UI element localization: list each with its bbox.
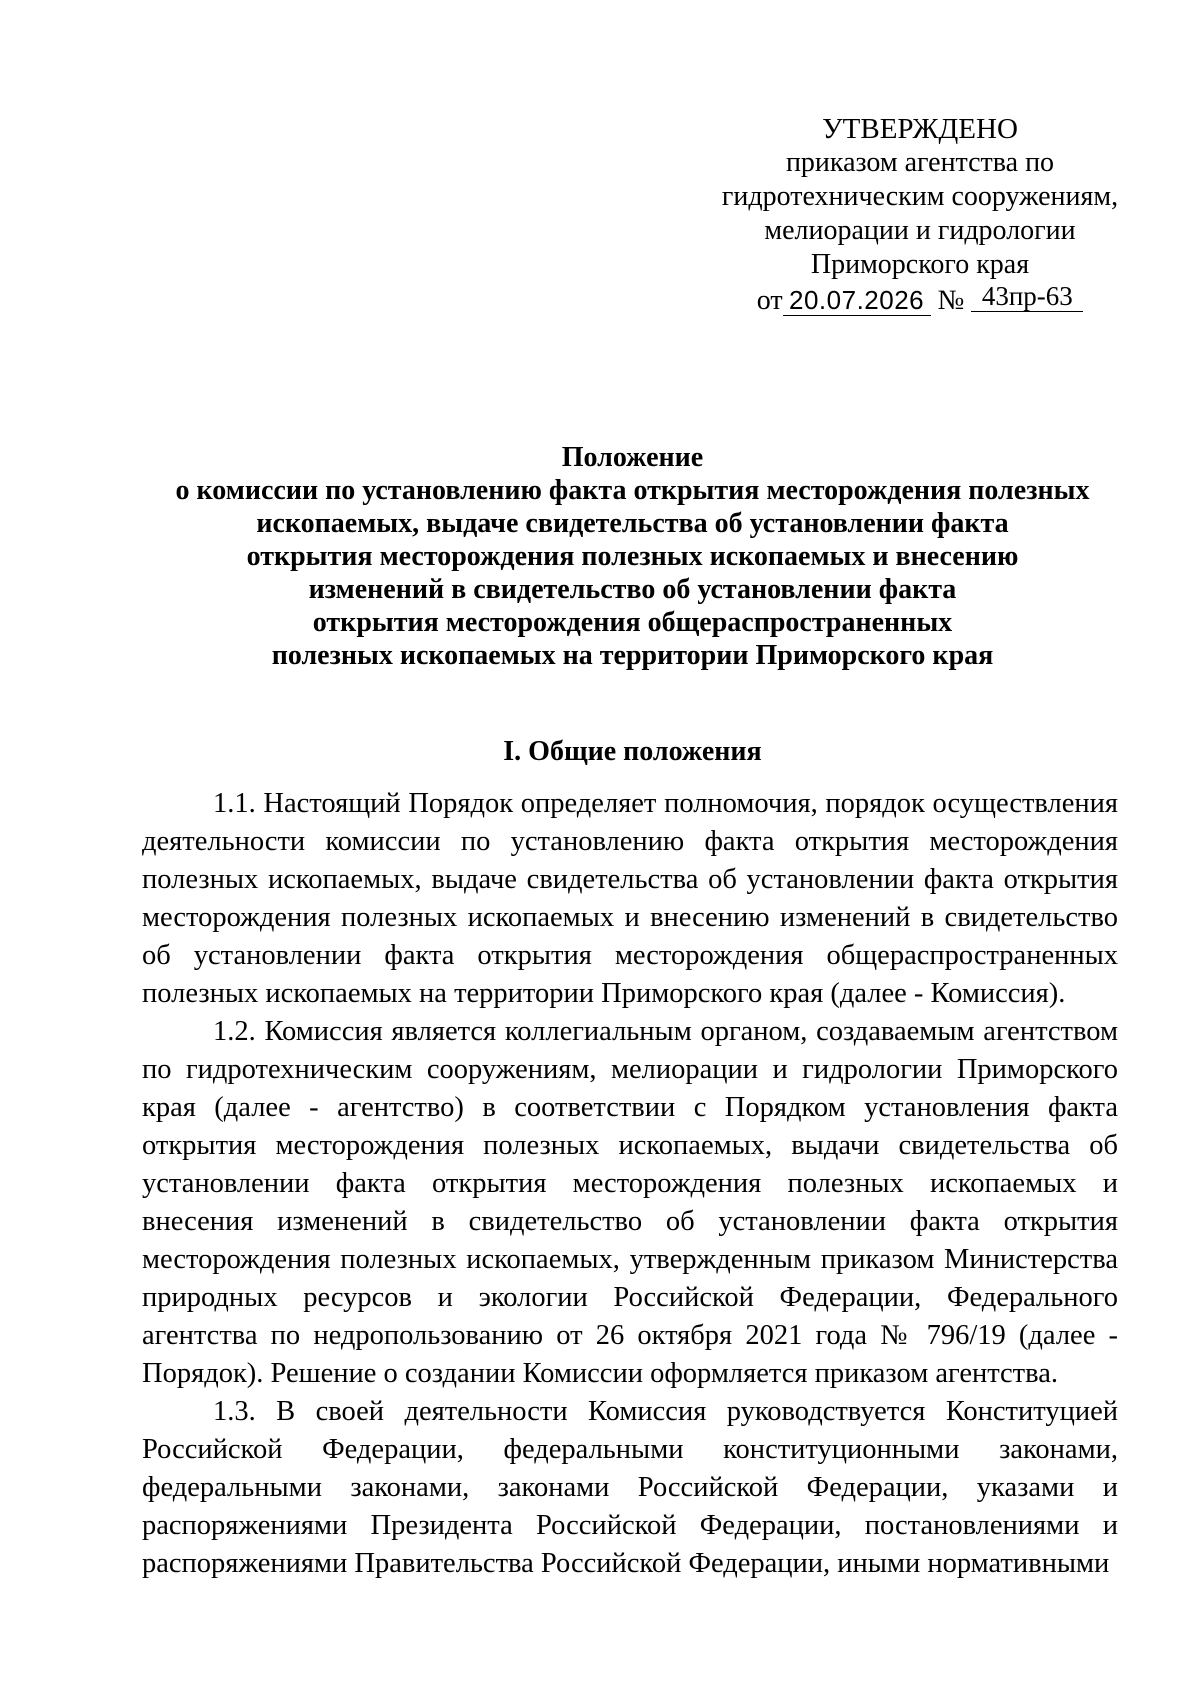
order-date: 20.07.2026 — [783, 285, 931, 316]
approval-block — [690, 112, 1150, 318]
section-heading: I. Общие положения — [503, 736, 762, 767]
approval-line: гидротехническим сооружениям, — [721, 181, 1119, 212]
title-line: о комиссии по установлению факта открытия месторождения полезных — [175, 475, 1090, 506]
order-reference — [690, 281, 1150, 318]
approval-line: Приморского края — [810, 249, 1030, 280]
number-prefix: № — [937, 285, 965, 316]
paragraph-1-1: 1.1. Настоящий Порядок определяет полномочия, порядок осуществления деятельности комиссии по установлению факта открытия месторождения полезных ископаемых, выдаче свидетельства об установлении факта открытия месторождения полезных ископаемых и внесению изменений в свидетельство об установлении факта открытия месторождения общераспространенных полезных ископаемых на территории Приморского края (далее - Комиссия). — [142, 788, 1118, 1009]
section-body — [142, 785, 1118, 1583]
document-title — [140, 441, 1125, 672]
approval-heading: УТВЕРЖДЕНО — [822, 113, 1018, 145]
title-line: полезных ископаемых на территории Приморского края — [271, 640, 994, 671]
paragraph-1-2: 1.2. Комиссия является коллегиальным органом, создаваемым агентством по гидротехническим сооружениям, мелиорации и гидрологии Приморского края (далее - агентство) в соответствии с Порядком установления факта открытия месторождения полезных ископаемых, выдачи свидетельства об установлении факта открытия месторождения полезных ископаемых и внесения изменений в свидетельство об установлении факта открытия месторождения полезных ископаемых, утвержденным приказом Министерства природных ресурсов и экологии Российской Федерации, Федерального агентства по недропользованию от 26 октября 2021 года № 796/19 (далее - Порядок). Решение о создании Комиссии оформляется приказом агентства. — [142, 1016, 1118, 1389]
title-line: открытия месторождения общераспространенных — [312, 607, 953, 638]
title-line: Положение — [561, 442, 704, 473]
title-line: изменений в свидетельство об установлении факта — [308, 574, 957, 605]
order-number: 43пр-63 — [971, 281, 1083, 312]
approval-line: мелиорации и гидрологии — [764, 215, 1076, 246]
approval-line: приказом агентства по — [785, 147, 1055, 178]
title-line: открытия месторождения полезных ископаемых и внесению — [246, 541, 1019, 572]
date-prefix: от — [756, 285, 783, 316]
title-line: ископаемых, выдаче свидетельства об установлении факта — [256, 508, 1009, 539]
paragraph-1-3: 1.3. В своей деятельности Комиссия руководствуется Конституцией Российской Федерации, федеральными конституционными законами, федеральными законами, законами Российской Федерации, указами и распоряжениями Президента Российской Федерации, постановлениями и распоряжениями Правительства Российской Федерации, иными нормативными — [142, 1396, 1118, 1579]
